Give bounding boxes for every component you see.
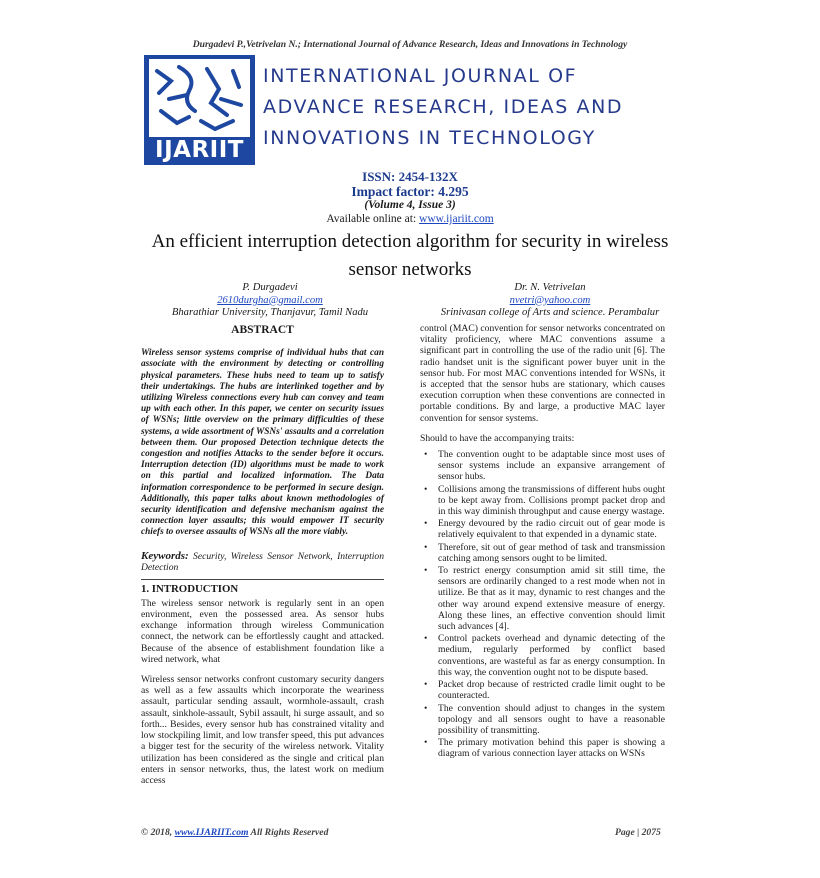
- left-column: [141, 323, 384, 795]
- traits-list: [420, 449, 665, 759]
- author-email-link[interactable]: 2610durgha@gmail.com: [217, 294, 323, 306]
- volume-issue: (Volume 4, Issue 3): [364, 199, 456, 211]
- author-affiliation: Bharathiar University, Thanjavur, Tamil Nadu: [171, 307, 369, 319]
- footer-copyright: [141, 827, 328, 838]
- footer-link[interactable]: www.IJARIIT.com: [174, 827, 249, 838]
- copyright-suffix: All Rights Reserved: [248, 827, 329, 838]
- body-paragraph: control (MAC) convention for sensor networks concentrated on vitality proficiency, where MAC conventions assume a significant part in controlling the use of the radio unit [6]. The radio handset unit is the significant power buyer unit in the sensor hub. For most MAC conventions intended for WSNs, it is accepted that the sensor hubs are stationary, which causes execution corruption when these conventions are connected in portable conditions. By and large, a productive MAC layer convention for sensor systems.: [420, 323, 665, 424]
- journal-banner: [140, 53, 682, 166]
- author-email-link[interactable]: nvetri@yahoo.com: [509, 294, 591, 306]
- journal-website-link[interactable]: www.ijariit.com: [419, 213, 494, 225]
- list-item: • Packet drop because of restricted cradle limit ought to be counteracted.: [420, 679, 665, 701]
- traits-heading: Should to have the accompanying traits:: [420, 432, 575, 444]
- keywords-text: Security, Wireless Sensor Network, Interruption Detection: [141, 550, 384, 573]
- intro-paragraph: The wireless sensor network is regularly sent in an open environment, even the possessed area. As sensor hubs exchange information through wireless Communication connect, the network can be effortlessly caught and attacked. Because of the absence of establishment foundation like a wired network, what: [141, 597, 384, 665]
- author-affiliation: Srinivasan college of Arts and science. Perambalur: [440, 307, 660, 319]
- journal-logo: [144, 55, 255, 165]
- list-item: • Energy devoured by the radio circuit out of gear mode is relatively equivalent to that expended in a dynamic state.: [420, 518, 665, 540]
- journal-name-line: ADVANCE RESEARCH, IDEAS AND: [263, 96, 624, 118]
- author-name: P. Durgadevi: [242, 282, 298, 293]
- list-item: • Collisions among the transmissions of different hubs ought to be kept away from. Collisions prompt packet drop and in this way diminish throughput and cause energy wastage.: [420, 484, 665, 518]
- intro-heading: 1. INTRODUCTION: [141, 582, 239, 595]
- journal-name-line: INTERNATIONAL JOURNAL OF: [263, 65, 578, 87]
- author-name: Dr. N. Vetrivelan: [514, 282, 586, 293]
- author-block: [150, 282, 390, 320]
- author-block: [415, 282, 685, 320]
- abstract-text: Wireless sensor systems comprise of individual hubs that can associate with the environment by detecting or controlling physical parameters. These hubs need to team up to satisfy their undertakings. The hubs are interlinked together and by utilizing Wireless connections every hub can convey and team up with each other. In this paper, we center on security issues of WSNs; little overview on the primary difficulties of these systems, a wide assortment of WSNs' assaults and a correlation between them. Our proposed Detection technique detects the congestion and notifies Attacks to the sender before it occurs. Interruption detection (ID) algorithms must be made to work on this partial and localized information. The Data information correspondence to be performed in secure design. Additionally, this paper talks about known methodologies of security identification and defensive mechanism against the connection layer assaults; this would empower IT security chiefs to oversee assaults of WSNs all the more viably.: [141, 348, 384, 538]
- list-item: • The convention should adjust to changes in the system topology and all sensors ought to have a reasonable possibility of transmitting.: [420, 703, 665, 737]
- list-item: • Control packets overhead and dynamic detecting of the medium, regularly performed by conflict based conventions, are wasteful as far as energy consumption. In this way, the convention ought not to be dispute based.: [420, 633, 665, 678]
- paper-title: An efficient interruption detection algorithm for security in wireless sensor networks: [151, 231, 669, 280]
- availability-label: Available online at:: [326, 213, 420, 225]
- section-divider: [141, 579, 384, 580]
- running-head: Durgadevi P.,Vetrivelan N.; International Journal of Advance Research, Ideas and Innovations in Technology: [192, 39, 628, 50]
- list-item: • Therefore, sit out of gear method of task and transmission catching among sensors ought to be limited.: [420, 542, 665, 564]
- copyright-prefix: © 2018,: [141, 827, 175, 838]
- right-column: [420, 323, 665, 761]
- journal-name: [263, 61, 683, 154]
- list-item: • The primary motivation behind this paper is showing a diagram of various connection layer attacks on WSNs: [420, 737, 665, 759]
- abstract-heading: ABSTRACT: [231, 324, 294, 336]
- journal-name-line: INNOVATIONS IN TECHNOLOGY: [263, 127, 596, 149]
- logo-emblem-icon: [149, 59, 250, 137]
- list-item: • The convention ought to be adaptable since most uses of sensor systems include an expansive arrangement of sensor hubs.: [420, 449, 665, 483]
- page-number: Page | 2075: [615, 827, 661, 838]
- availability-line: [0, 213, 820, 225]
- list-item: • To restrict energy consumption amid sit still time, the sensors are ordinarily changed to a rest mode when not in utilize. Be that as it may, dynamic to rest changes and the other way around expend extensive measure of energy. Along these lines, an effective convention should limit such advances [4].: [420, 565, 665, 632]
- keywords-label: Keywords:: [141, 549, 189, 562]
- intro-paragraph: Wireless sensor networks confront customary security dangers as well as a few assaults which incorporate the weariness assault, particular sending assault, wormhole-assault, crash assault, sinkhole-assault, Sybil assault, hi surge assault, and so forth... Besides, every sensor hub has constrained vitality and low stockpiling limit, and low transfer speed, this put advances a bigger test for the security of the wireless network. Vitality utilization has been considered as the single and critical plan enters in sensor networks, thus, the latest work on medium access: [141, 674, 384, 786]
- impact-factor: Impact factor: 4.295: [351, 184, 469, 199]
- issn: ISSN: 2454-132X: [362, 169, 458, 184]
- keywords: [141, 551, 384, 573]
- logo-text: IJARIIT: [155, 137, 244, 163]
